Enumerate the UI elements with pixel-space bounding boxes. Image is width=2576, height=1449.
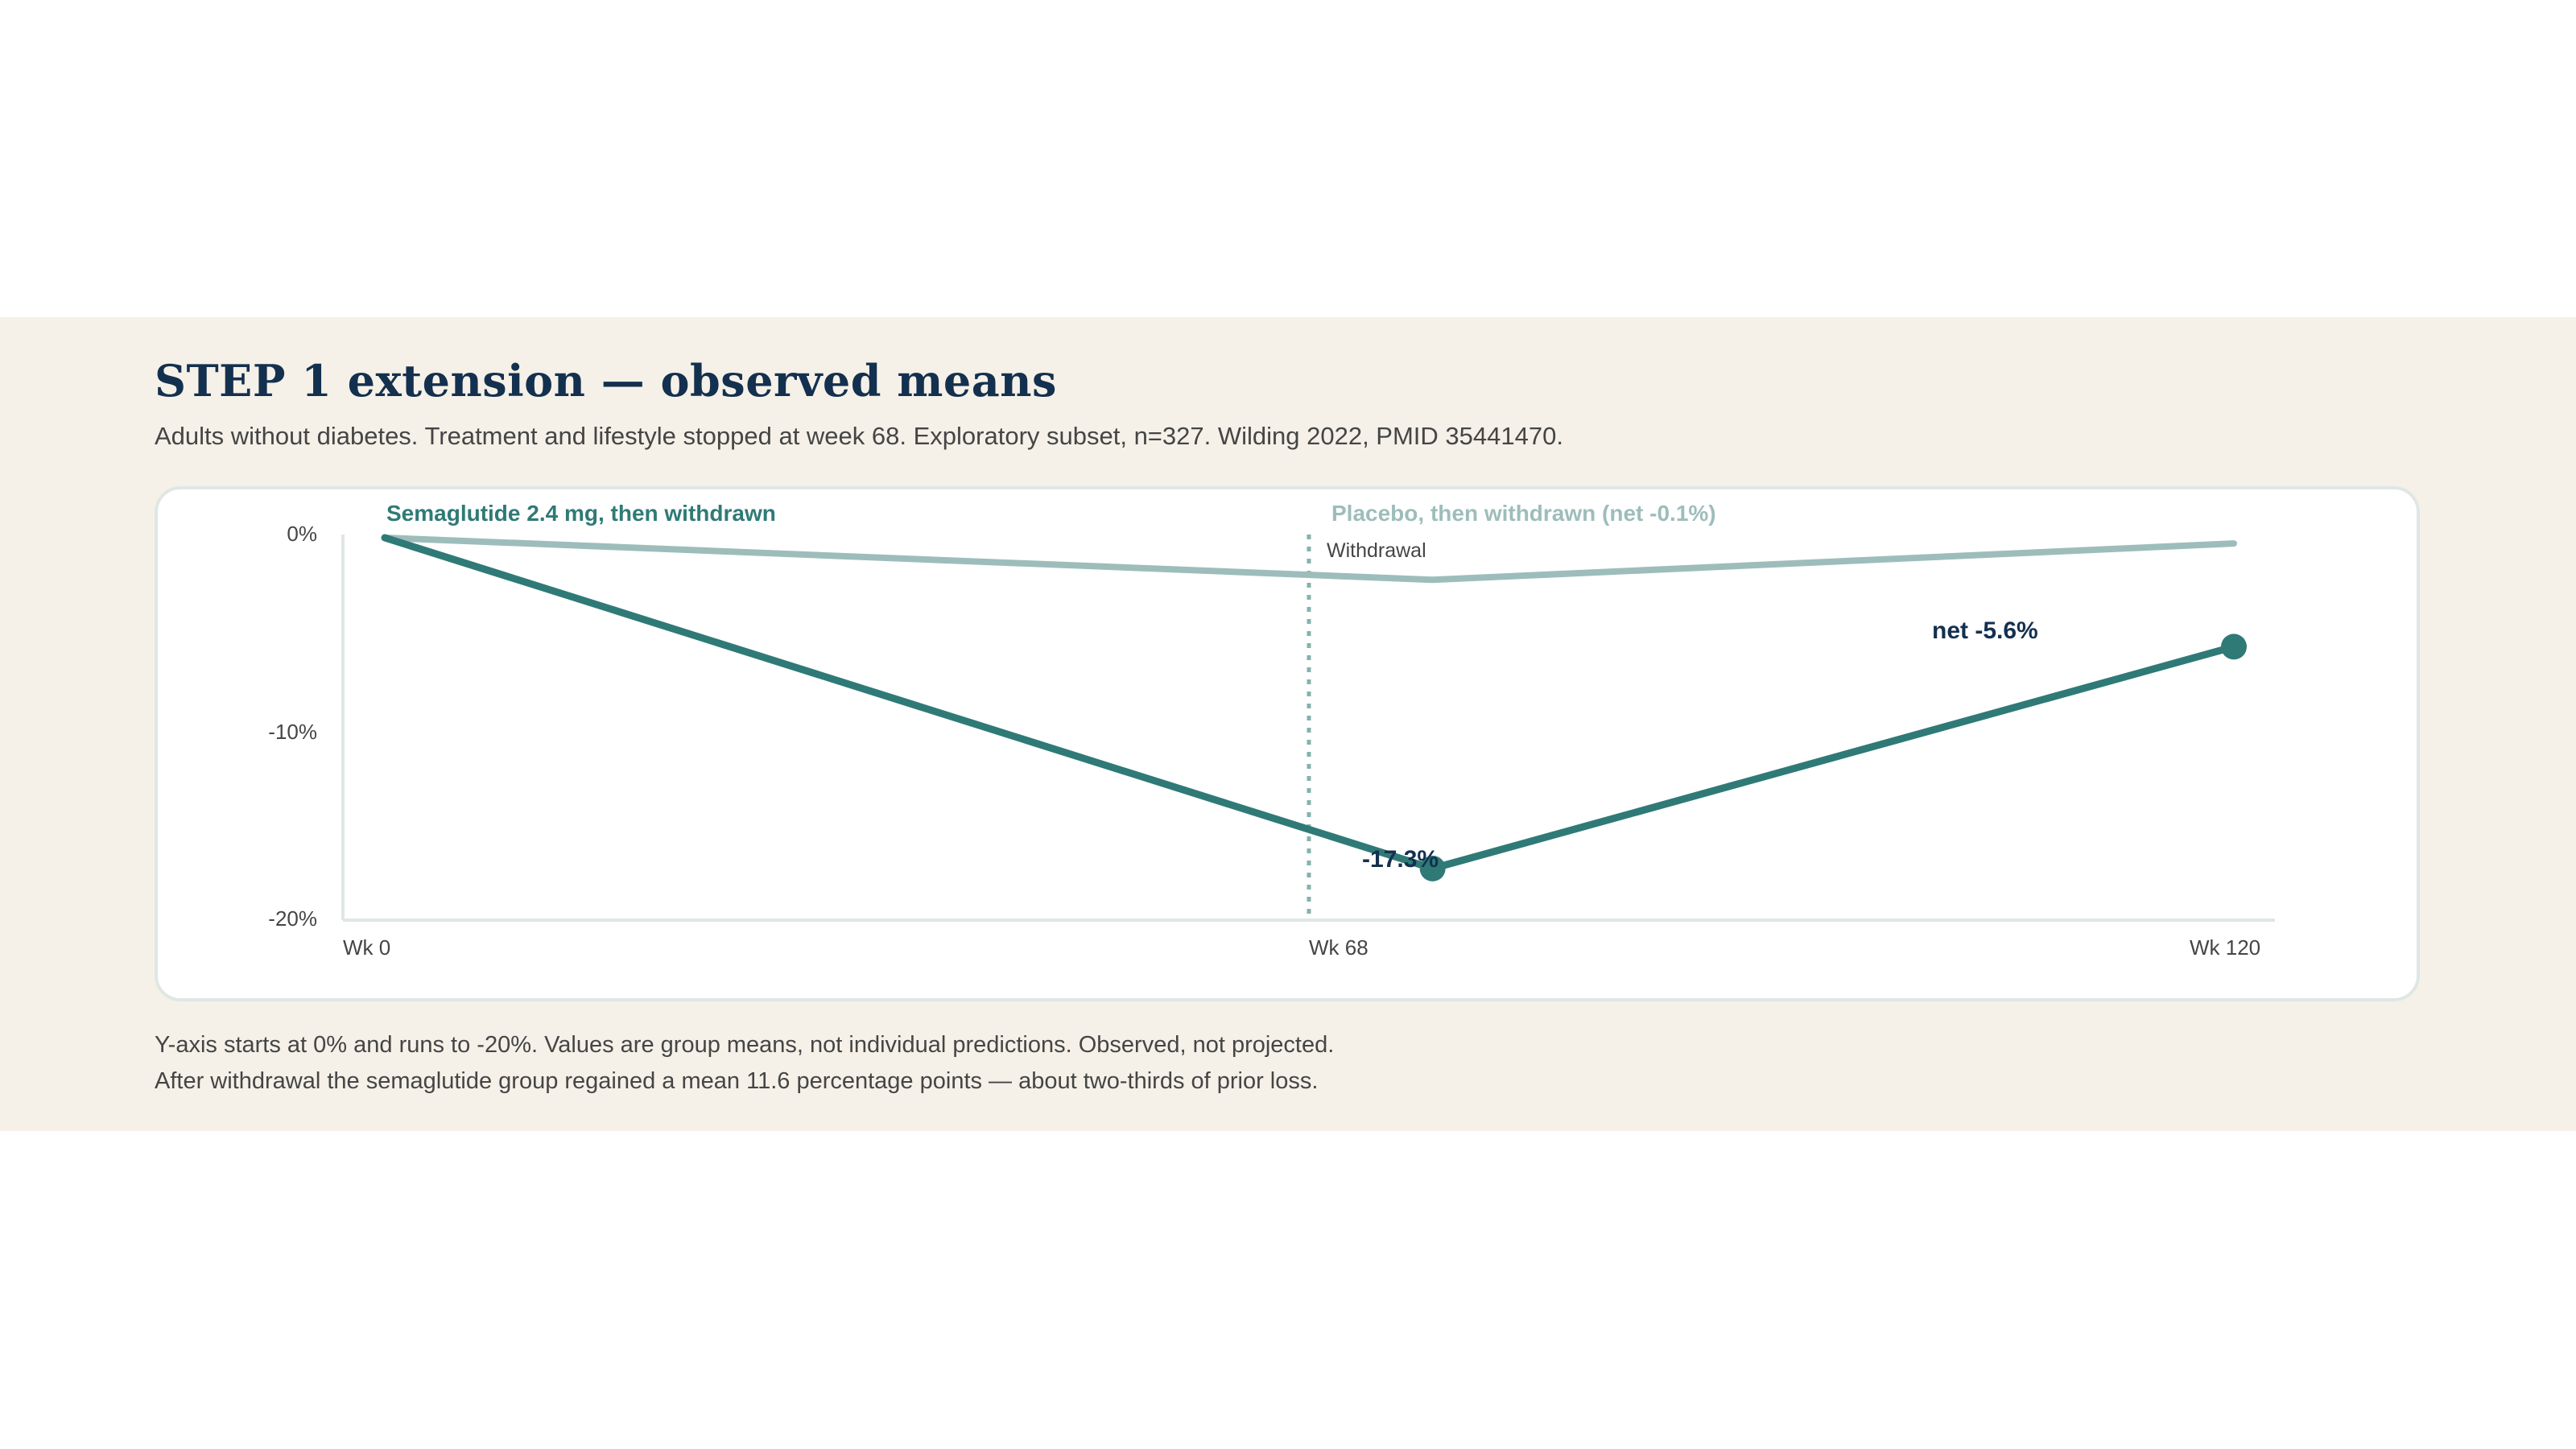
semaglutide-point bbox=[2221, 634, 2247, 659]
semaglutide-series-label: Semaglutide 2.4 mg, then withdrawn bbox=[386, 501, 776, 526]
y-tick-label: -10% bbox=[268, 720, 317, 744]
y-tick-label: 0% bbox=[287, 522, 317, 546]
chart-marks bbox=[385, 538, 2247, 881]
y-tick-label: -20% bbox=[268, 906, 317, 931]
withdrawal-label: Withdrawal bbox=[1327, 539, 1426, 562]
x-tick-label: Wk 68 bbox=[1309, 935, 1368, 960]
footnote-regain: After withdrawal the semaglutide group regained a mean 11.6 percentage points — about two-thirds of prior loss. bbox=[155, 1068, 1319, 1094]
end-value-label: net -5.6% bbox=[1932, 617, 2038, 644]
chart-title: STEP 1 extension — observed means bbox=[155, 355, 1057, 407]
footnote-axis: Y-axis starts at 0% and runs to -20%. Values are group means, not individual predictions. Observed, not projected. bbox=[155, 1032, 1335, 1058]
x-tick-label: Wk 0 bbox=[343, 935, 391, 960]
placebo-series-label: Placebo, then withdrawn (net -0.1%) bbox=[1331, 501, 1716, 526]
chart-subtitle: Adults without diabetes. Treatment and lifestyle stopped at week 68. Exploratory subset, n=327. Wilding 2022, PMID 35441470. bbox=[155, 422, 1563, 450]
chart-labels bbox=[386, 501, 2038, 873]
axes bbox=[268, 522, 2275, 960]
min-value-label: -17.3% bbox=[1362, 846, 1439, 873]
x-tick-label: Wk 120 bbox=[2190, 935, 2261, 960]
